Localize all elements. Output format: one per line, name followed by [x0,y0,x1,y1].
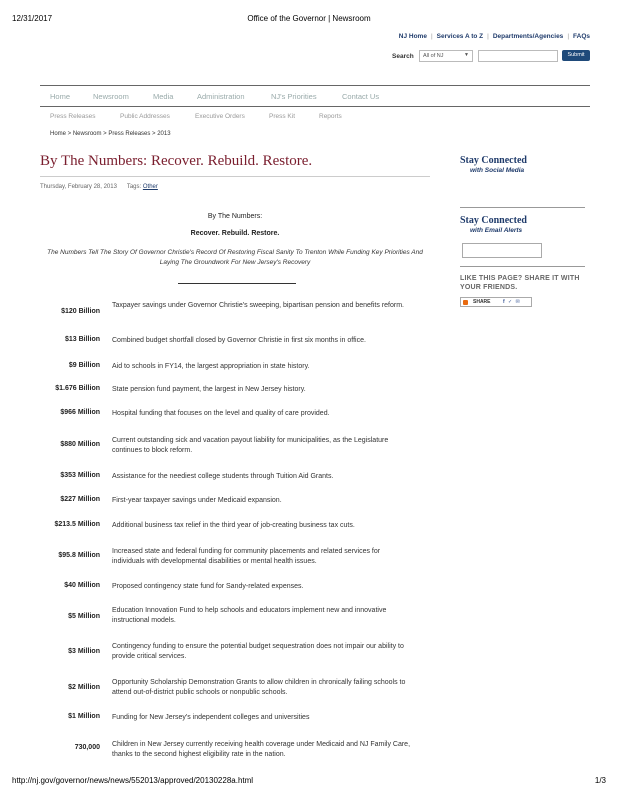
row-value: $9 Billion [68,362,100,369]
share-heading: LIKE THIS PAGE? SHARE IT WITH YOUR FRIENDS. [460,275,580,291]
article-heading-1: By The Numbers: [207,213,263,220]
article-meta [40,184,158,190]
row-description: Hospital funding that focuses on the level and quality of care provided. [112,410,330,417]
row-description: State pension fund payment, the largest in New Jersey history. [112,386,306,393]
top-nav-faqs[interactable]: FAQs [573,33,590,40]
page-title: By The Numbers: Recover. Rebuild. Restore. [40,153,313,169]
share-label: SHARE [473,299,491,305]
social-subheading[interactable]: with Social Media [470,167,525,174]
divider [460,207,585,208]
top-nav-nj-home[interactable]: NJ Home [398,33,427,40]
row-description: Current outstanding sick and vacation payout liability for municipalities, as the Legislature continues to block reform. [112,437,389,454]
row-description: Assistance for the neediest college students through Tuition Aid Grants. [112,473,334,480]
share-button[interactable] [460,297,532,307]
row-value: 730,000 [74,744,100,751]
sub-nav-press-releases[interactable]: Press Releases [50,113,96,120]
row-value: $966 Million [60,409,100,416]
row-value: $213.5 Million [54,521,100,528]
sub-nav-press-kit[interactable]: Press Kit [269,113,296,120]
row-description: Opportunity Scholarship Demonstration Grants to allow children in chronically failing schools to attend out-of-district public schools or nonpublic schools. [112,679,406,696]
search-submit-button[interactable]: Submit [562,50,590,61]
email-subheading[interactable]: with Email Alerts [470,227,523,234]
breadcrumb[interactable]: Home > Newsroom > Press Releases > 2013 [50,131,171,137]
main-nav-newsroom[interactable]: Newsroom [93,92,129,101]
tag-link[interactable]: Other [142,184,158,190]
print-page-number: 1/3 [594,776,606,785]
search-scope-select[interactable] [419,50,473,62]
article-date: Thursday, February 28, 2013 [40,184,117,190]
main-nav [40,85,590,107]
main-nav-media[interactable]: Media [153,92,174,101]
row-description: Taxpayer savings under Governor Christie's sweeping, bipartisan pension and benefits reform. [112,302,404,309]
social-heading[interactable]: Stay Connected [460,155,527,166]
row-value: $1 Million [68,713,100,720]
search-input[interactable] [478,50,558,62]
main-nav-priorities[interactable]: NJ's Priorities [271,92,317,101]
main-nav-home[interactable]: Home [50,92,71,101]
top-nav-separator: | [567,33,570,40]
row-description: Additional business tax relief in the third year of job-creating business tax cuts. [112,522,355,529]
sub-nav-public-addresses[interactable]: Public Addresses [120,113,170,120]
row-value: $13 Billion [64,336,100,343]
top-nav-separator: | [487,33,489,40]
print-url: http://nj.gov/governor/news/news/552013/approved/20130228a.html [12,776,254,785]
top-nav [399,33,590,40]
row-description: Contingency funding to ensure the potential budget sequestration does not impair our ability to provide critical services. [112,643,404,660]
social-icons: f ✓ ✉ [503,299,521,305]
search-label: Search [392,53,414,60]
row-value: $1.676 Billion [55,385,100,392]
row-description: Proposed contingency state fund for Sandy-related expenses. [112,583,304,590]
row-value: $353 Million [60,472,100,479]
row-value: $3 Million [68,648,100,655]
top-nav-departments[interactable]: Departments/Agencies [492,33,564,40]
row-value: $880 Million [60,441,100,448]
row-value: $120 Billion [61,308,100,315]
row-value: $2 Million [68,684,100,691]
divider [178,283,296,284]
row-description: First-year taxpayer savings under Medicaid expansion. [112,497,282,504]
row-description: Combined budget shortfall closed by Governor Christie in first six months in office. [112,337,366,344]
main-nav-administration[interactable]: Administration [197,92,245,101]
row-description: Children in New Jersey currently receiving health coverage under Medicaid and NJ Family Care, thanks to the second highest eligibility rate in the nation. [112,741,411,758]
top-nav-services[interactable]: Services A to Z [436,33,484,40]
share-icon [463,300,468,305]
main-nav-contact[interactable]: Contact Us [342,92,380,101]
search-scope-value: All of NJ [423,53,444,59]
chevron-down-icon: ▼ [464,52,469,58]
divider [460,266,585,267]
article-heading-2: Recover. Rebuild. Restore. [190,230,280,237]
email-heading[interactable]: Stay Connected [460,215,527,226]
sub-nav-executive-orders[interactable]: Executive Orders [195,113,245,120]
row-value: $95.8 Million [58,552,100,559]
row-value: $5 Million [68,613,100,620]
tags-label: Tags: [126,184,142,190]
top-nav-separator: | [430,33,433,40]
article-subtitle: The Numbers Tell The Story Of Governor Christie's Record Of Restoring Fiscal Sanity To Trenton While Funding Key Priorities And Laying The Groundwork For New Jersey's Recovery [47,249,423,266]
row-description: Aid to schools in FY14, the largest appropriation in state history. [112,363,310,370]
row-description: Education Innovation Fund to help schools and educators implement new and innovative instructional models. [112,607,387,624]
print-date: 12/31/2017 [12,14,53,23]
row-description: Funding for New Jersey's independent colleges and universities [112,714,310,721]
row-value: $227 Million [60,496,100,503]
print-header [12,14,606,26]
email-input[interactable] [462,243,542,258]
print-footer [12,776,606,788]
row-value: $40 Million [64,582,100,589]
sub-nav-reports[interactable]: Reports [319,113,342,120]
divider [40,176,430,177]
print-title: Office of the Governor | Newsroom [247,14,371,23]
row-description: Increased state and federal funding for community placements and related services for individuals with developmental disabilities or mental health issues. [112,548,381,565]
